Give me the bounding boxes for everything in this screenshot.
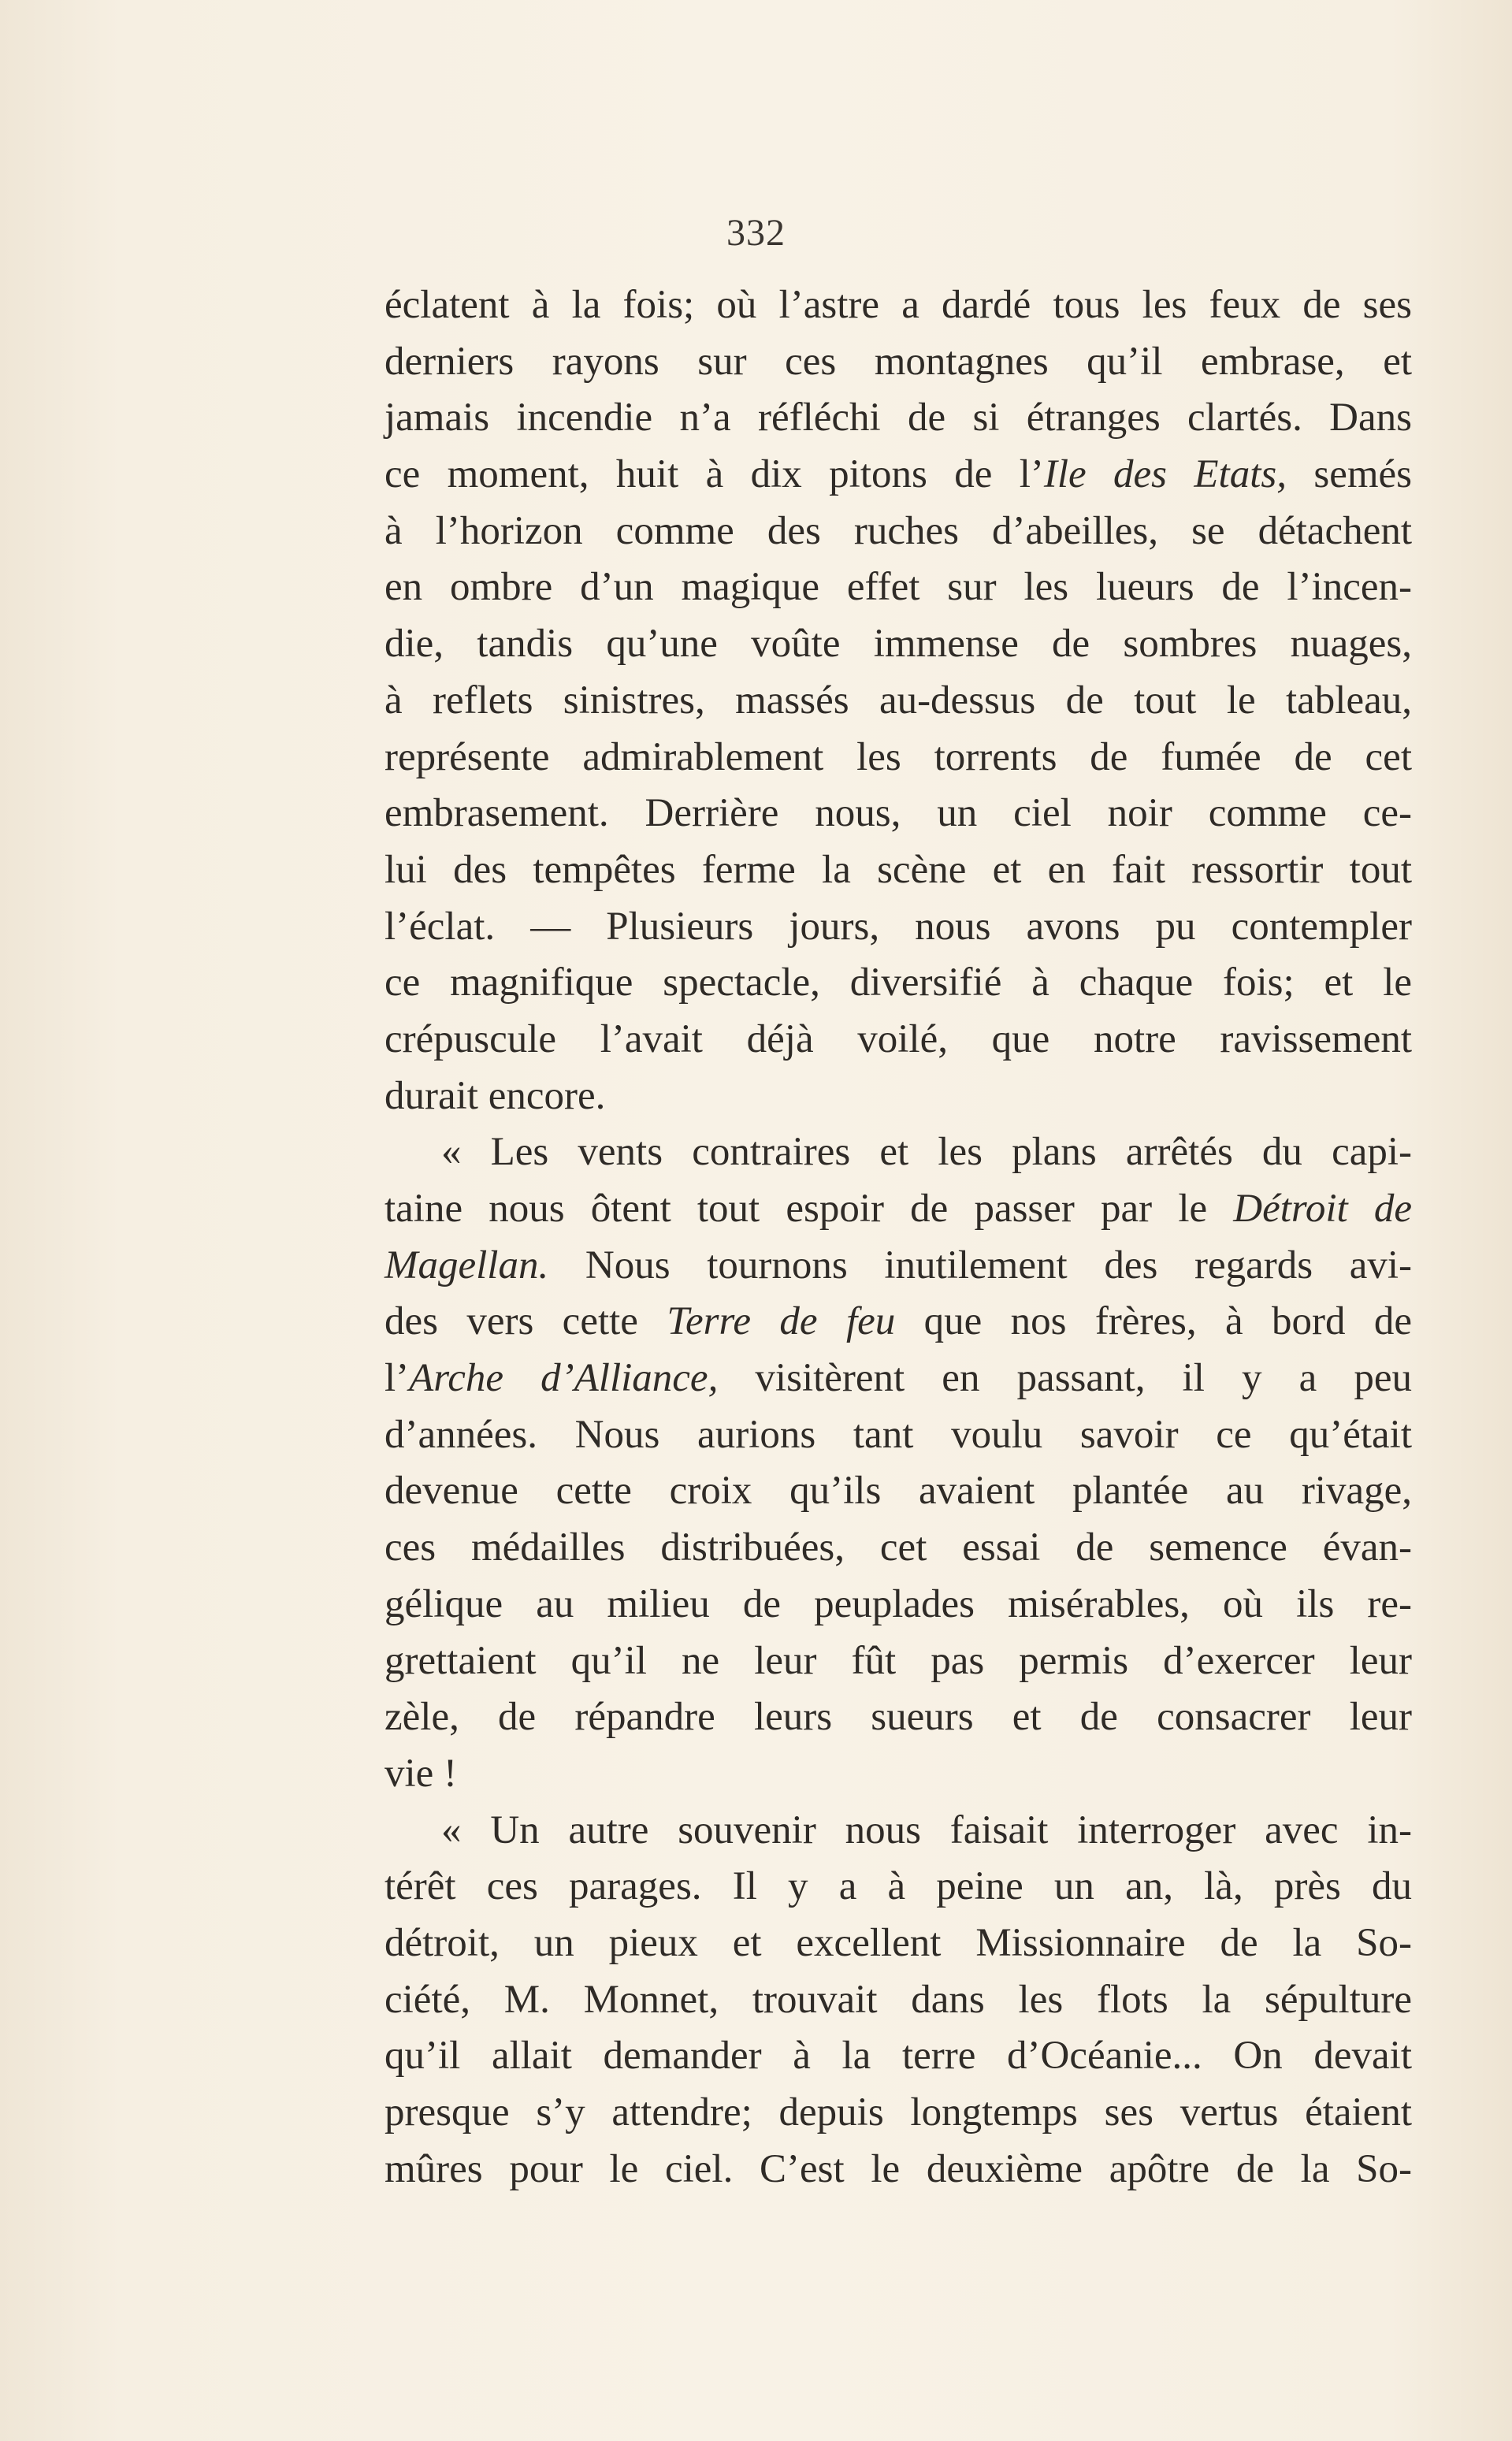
body-text xyxy=(385,277,1412,2198)
text-line: durait encore. xyxy=(385,1073,606,1118)
text-line xyxy=(385,447,1412,503)
italic-ship-name: Arche d’Alliance, xyxy=(409,1356,719,1401)
text-line: représente admirablement les torrents de fumée de cet xyxy=(385,734,1412,779)
text-line xyxy=(385,1294,1412,1351)
text-line: d’années. Nous aurions tant voulu savoir ce qu’était xyxy=(385,1412,1412,1457)
page-number: 332 xyxy=(726,212,786,254)
text-line xyxy=(385,1181,1412,1238)
italic-place-name: Terre de feu xyxy=(667,1299,896,1344)
text-line: ciété, M. Monnet, trouvait dans les flots la sépulture xyxy=(385,1977,1412,2022)
text-line: embrasement. Derrière nous, un ciel noir comme ce- xyxy=(385,791,1412,836)
text-line: gélique au milieu de peuplades misérables, où ils re- xyxy=(385,1581,1412,1626)
text-line: qu’il allait demander à la terre d’Océanie... On devait xyxy=(385,2034,1412,2079)
line-text: visitèrent en passant, il y a peu xyxy=(718,1356,1412,1401)
text-line xyxy=(385,1238,1412,1295)
line-text: Nous tournons inutilement des regards avi- xyxy=(548,1243,1412,1287)
text-line: jamais incendie n’a réfléchi de si étranges clartés. Dans xyxy=(385,396,1412,440)
text-line: ces médailles distribuées, cet essai de semence évan- xyxy=(385,1525,1412,1570)
italic-place-name: Ile des Etats, xyxy=(1043,452,1287,497)
text-line: zèle, de répandre leurs sueurs et de consacrer leur xyxy=(385,1695,1412,1740)
line-text: taine nous ôtent tout espoir de passer par le xyxy=(385,1187,1234,1231)
text-line: lui des tempêtes ferme la scène et en fait ressortir tout xyxy=(385,847,1412,892)
italic-place-name: Détroit de xyxy=(1233,1187,1412,1231)
text-line: devenue cette croix qu’ils avaient plantée au rivage, xyxy=(385,1469,1412,1514)
text-line: ce magnifique spectacle, diversifié à chaque fois; et le xyxy=(385,960,1412,1005)
text-line: mûres pour le ciel. C’est le deuxième apôtre de la So- xyxy=(385,2146,1412,2191)
line-text: l’ xyxy=(385,1356,410,1401)
text-line: en ombre d’un magique effet sur les lueurs de l’incen- xyxy=(385,565,1412,610)
text-line: grettaient qu’il ne leur fût pas permis d’exercer leur xyxy=(385,1638,1412,1683)
line-text: que nos frères, à bord de xyxy=(895,1299,1413,1344)
text-line: presque s’y attendre; depuis longtemps ses vertus étaient xyxy=(385,2090,1412,2134)
italic-place-name: Magellan. xyxy=(385,1243,549,1287)
text-line: l’éclat. — Plusieurs jours, nous avons pu contempler xyxy=(385,904,1412,949)
text-line: éclatent à la fois; où l’astre a dardé tous les feux de ses xyxy=(385,283,1412,327)
line-text: ce moment, huit à dix pitons de l’ xyxy=(385,452,1044,497)
paragraph-start-line: « Les vents contraires et les plans arrêtés du capi- xyxy=(441,1130,1412,1175)
text-line: die, tandis qu’une voûte immense de sombres nuages, xyxy=(385,622,1412,667)
text-line: térêt ces parages. Il y a à peine un an, là, près du xyxy=(385,1864,1412,1909)
line-text: des vers cette xyxy=(385,1299,667,1344)
text-line: crépuscule l’avait déjà voilé, que notre ravissement xyxy=(385,1016,1412,1061)
text-line: détroit, un pieux et excellent Missionnaire de la So- xyxy=(385,1920,1412,1965)
line-text: semés xyxy=(1286,452,1412,497)
text-line: à l’horizon comme des ruches d’abeilles, se détachent xyxy=(385,508,1412,553)
text-line: à reflets sinistres, massés au-dessus de tout le tableau, xyxy=(385,678,1412,723)
text-line: vie ! xyxy=(385,1751,458,1796)
paragraph-start-line: « Un autre souvenir nous faisait interroger avec in- xyxy=(441,1808,1412,1852)
text-line: derniers rayons sur ces montagnes qu’il embrase, et xyxy=(385,339,1412,384)
text-line xyxy=(385,1351,1412,1407)
